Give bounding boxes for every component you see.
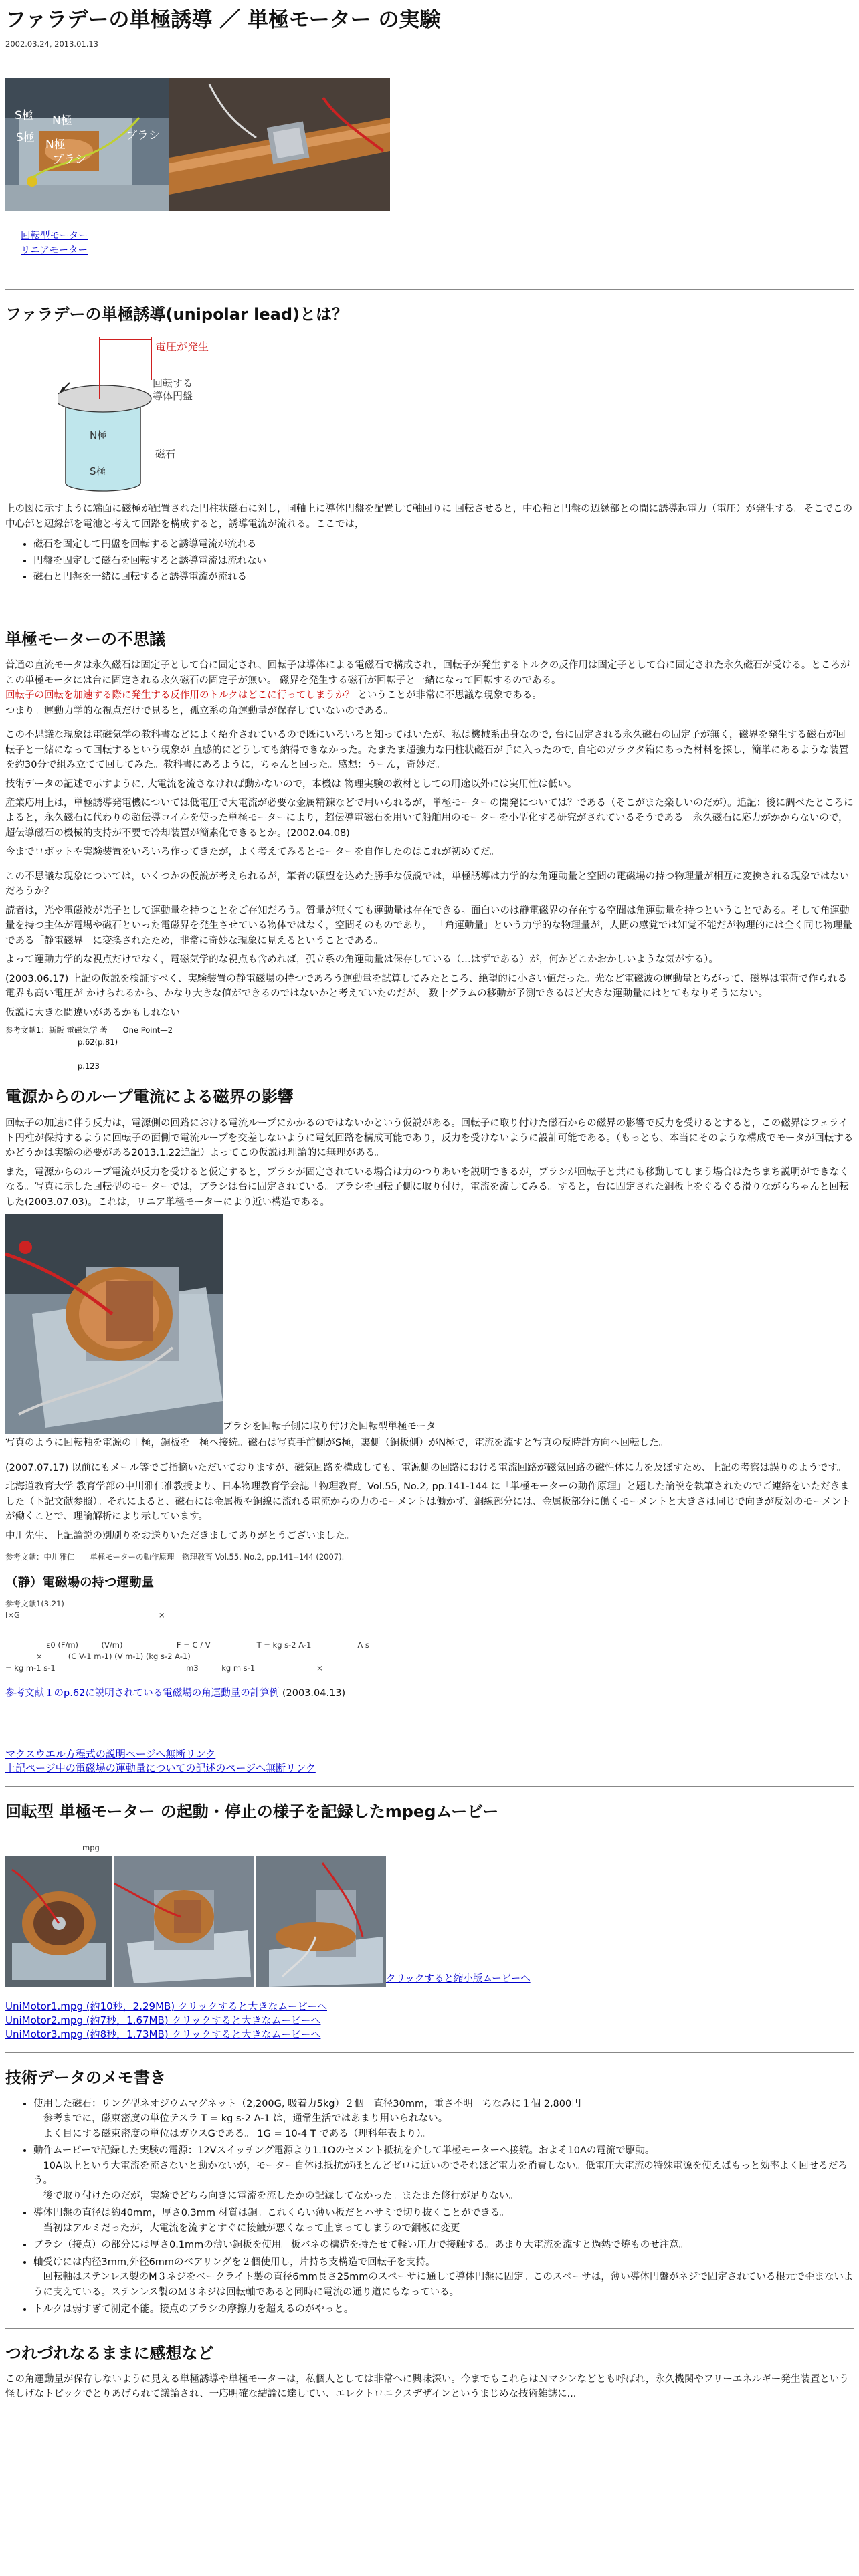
sec3-paragraph: 回転子の加速に伴う反力は，電源側の回路における電流ループにかかるのではないかという仮説がある。回転子に取り付けた磁石からの磁界の影響で反力を受けるとすると，この磁界はフェライト円柱が保持するように回転子の面側で電流ループを交差しないように電気回路を構成可能であり，反力を受けないように設計可能である。（もっとも、本当にそのような構成でモータが回転するかどうかは実験の必要がある2013.1.22追記）よってこの仮説は理論的に無理がある。 [5,1117,854,1159]
movie-thumbnails [5,1856,854,1990]
label-n-pole: N極 [90,429,108,442]
intro-note [5,267,854,278]
divider [5,2328,854,2329]
sec3-paragraph: 中川先生、上記論説の別刷りをお送りいただきましてありがとうございました。 [5,1530,355,1541]
link-angular-momentum-example[interactable]: 参考文献１のp.62に説明されている電磁場の角運動量の計算例 [5,1687,280,1699]
intro-text-line [5,51,854,62]
intro-text-line [5,62,854,74]
sec2-paragraph: 産業応用上は，単極誘導発電機については低電圧で大電流が必要な金属精錬などで用いられるが，単極モーターの開発については？である（そこがまた楽しいのだが）。追記：後に調べたところによると，永久磁石に代わりの超伝導コイルを使った単極モーターにより，超伝導電磁石を用いて船舶用のモーターを小型化する研究がされているそうである。永久磁石に応力がかからないので，超伝導磁石の機械的支持が不要で冷却装置が簡素化できるとか。(2002.04.08) [5,798,854,839]
page-title: ファラデーの単極誘導 ／ 単極モーター の実験 [5,8,441,32]
list-item: • ブラシ（接点）の部分には厚さ0.1mmの薄い銅板を使用。板バネの構造を持たせて軽い圧力で接触する。あまり大電流を流すと過熱で焼ものせ注意。 [33,2238,854,2252]
formula-line: = kg m-1 s-1 m3 kg m s-1 × [5,1663,362,1673]
sec2-title: 単極モーターの不思議 [5,630,166,649]
intro-photos [5,78,854,214]
label-voltage: 電圧が発生 [155,340,209,354]
list-item: • 磁石と円盤を一緒に回転すると誘導電流が流れる [33,570,854,584]
sec2-paragraph: この不思議な現象については，いくつかの仮説が考えられるが，筆者の願望を込めた勝手な仮説では，単極誘導は力学的な角運動量と空間の電磁場の持つ物理量が相互に変換される現象ではないだろうか？ [5,871,850,897]
photo-linear-motor [169,78,390,211]
movie-thumb-2[interactable] [114,1856,254,1987]
photo1-label-s1: S極 [15,109,33,123]
sub-text: I×G × [5,1610,165,1620]
sec3-subtitle: （静）電磁場の持つ運動量 [5,1576,155,1590]
label-s-pole: S極 [90,465,106,478]
intro-caption [5,218,854,229]
photo-brush-on-rotor [5,1214,223,1434]
page-date: 2002.03.24, 2013.01.13 [5,39,98,49]
link-em-momentum[interactable]: 上記ページ中の電磁場の運動量についての記述のページへ無断リンク [5,1762,316,1775]
sec2-references [5,1025,854,1072]
reference-line: p.123 [78,1061,254,1071]
sec4-text [5,1830,854,1842]
list-item: • 円盤を固定して磁石を回転すると誘導電流は流れない [33,554,854,568]
formula-line [5,1675,854,1686]
sec2-paragraph: 読者は，光や電磁波が光子として運動量を持つことをご存知だろう。質量が無くても運動量は存在できる。面白いのは静電磁界の存在する空間は角運動量を持つということである。そして角運動量を持つ主体が電場や磁石といった電磁界を発生させている物体ではなく，空間そのものであり， 「角運動量」という力学的な物理量が，人間の感覚では知覚不能だが物理的には全く同じ物理量である「静電磁界」に変換されたため，非常に奇妙な現象に見えるということである。 [5,905,852,946]
sec3-paragraph: 北海道教育大学 教育学部の中川雅仁准教授より、日本物理教育学会誌「物理教育」Vol.55, No.2, pp.141-144 に「単極モーターの動作原理」と題した論説を執筆されたのでご連絡をいただきました（下記文献参照）。それによると、磁石には金属板や銅線に流れる電流からの力のモーメントは働かず、銅線部分には、金属板部分に働くモーメントと大きさは同じで向きが反対のモーメントが働くことで、理論解析により示しています。 [5,1481,851,1523]
photo-unipolar-motor-front [5,78,169,211]
sub-text [5,1622,854,1633]
reference-line: 参考文献1：新版 電磁気学 著 One Point—2 [5,1025,219,1035]
photo1-label-n2: N極 [45,138,66,152]
reference-line: p.62(p.81) [78,1037,242,1047]
label-disk-line1: 回転する [153,377,193,390]
link-movie-3[interactable]: UniMotor3.mpg (約8秒，1.73MB) クリックすると大きなムービーへ [5,2028,321,2040]
sec1-title: ファラデーの単極誘導(unipolar lead)とは？ [5,305,349,324]
link-rotary-motor[interactable]: 回転型モーター [21,231,88,242]
list-item: • 使用した磁石：リング型ネオジウムマグネット（2,200G, 吸着力5kg）２個 直径30mm，重さ不明 ちなみに１個 2,800円 参考までに，磁束密度の単位テスラ T = kg s-2 A-1 は，通常生活ではあまり用いられない。 よく目にする磁束密度の単位はガウスGである。 1G = 10-4 T である（理科年表より）。 [33,2097,854,2141]
divider [5,2052,854,2053]
sec4-text: mpg [5,1842,200,1852]
photo1-label-n1: N極 [52,114,72,128]
sec3-title: 電源からのループ電流による磁界の影響 [5,1087,294,1107]
sec5-title: 技術データのメモ書き [5,2068,166,2087]
brush-rotor-figure [5,1214,854,1436]
sec6-title: つれづれなるままに感想など [5,2343,214,2363]
ref-link-line [5,1686,854,1701]
label-magnet: 磁石 [155,448,176,461]
list-item: • 軸受けには内径3mm,外径6mmのベアリングを２個使用し，片持ち支構造で回転子を支持。 回転軸はステンレス製のM３ネジをベークライト製の直径6mm長さ25mmのスペーサに通して導体円盤に固定。このスペーサは，薄い導体円盤がネジで固定されている根元で歪まないように支えている。ステンレス製のＭ３ネジは回転軸であると同時に電流の通り道にもなっている。 [33,2255,854,2300]
list-item: • 動作ムービーで記録した実験の電源：12Vスイッチング電源より1.1Ωのセメント抵抗を介して単極モーターへ接続。およそ10Aの電流で駆動。 10A以上という大電流を流さないと動かないが，モーター自体は抵抗がほとんどゼロに近いのでそれほど電力を消費しない。低電圧大電流の特殊電源を使えばもっと効率よく回せるだろう。 後で取り付けたのだが，実験でどちら向きに電流を流したかの記録してなかった。またまた修行が足りない。 [33,2143,854,2204]
brush-rotor-caption: ブラシを回転子側に取り付けた回転型単極モータ [223,1421,436,1432]
link-small-movie[interactable]: クリックすると縮小版ムービーへ [386,1973,531,1985]
list-item: • 磁石を固定して円盤を回転すると誘導電流が流れる [33,537,854,552]
photo1-label-s2: S極 [16,131,35,145]
sec1-paragraph: 上の図に示すように端面に磁極が配置された円柱状磁石に対し，同軸上に導体円盤を配置して軸回りに 回転させると，中心軸と円盤の辺縁部との間に誘導起電力（電圧）が発生する。そこでこの中心部と辺縁部を電池と考えて回路を構成すると，誘導電流が流れる。ここでは， [5,504,853,530]
sec1-note [5,592,854,603]
photo1-label-brush1: ブラシ [126,129,160,143]
sub-text [5,1736,854,1747]
ref-link-date: (2003.04.13) [282,1687,346,1699]
sec3-paragraph: (2007.07.17) 以前にもメール等でご指摘いただいておりますが、磁気回路を構成しても、電源側の回路における電流回路が磁気回路の磁性体に力を及ぼすため、上記の考察は誤りのようです。 [5,1462,846,1473]
intro-link-line [5,244,854,259]
divider [5,1786,854,1787]
list-item: • 導体円盤の直径は約40mm，厚さ0.3mm 材質は銅。これくらい薄い板だとハサミで切り抜くことができる。 当初はアルミだったが，大電流を流すとすぐに接触が悪くなって止まってしまうので銅板に変更 [33,2206,854,2236]
label-disk [153,377,196,402]
link-movie-2[interactable]: UniMotor2.mpg (約7秒，1.67MB) クリックすると大きなムービーへ [5,2014,321,2026]
link-movie-1[interactable]: UniMotor1.mpg (約10秒，2.29MB) クリックすると大きなムービーへ [5,2000,327,2012]
tech-list [5,2097,854,2317]
list-item: • トルクは弱すぎて測定不能。接点のブラシの摩擦力を超えるのがやっと。 [33,2302,854,2317]
sec2-paragraph: (2003.06.17) 上記の仮説を検証すべく、実験装置の静電磁場の持つであろう運動量を試算してみたところ、絶望的に小さい値だった。光など電磁波の運動量とちがって、磁界は電荷で作られる電界も高い電圧が かけられるから、かなり大きな値ができるのではないかと考えていたのだが、 数十グラムの移動が予測できるほど大きな運動量にはとてもなりそうにない。 [5,973,848,1000]
sec2-paragraph: この不思議な現象は電磁気学の教科書などによく紹介されているので既にいろいろと知ってはいたが、私は機械系出身なので, 台に固定される永久磁石の固定子が無く，磁界を発生する磁石が回転子と一緒になって回転するという現象が 直感的にどうしても納得できなかった。たまたま超強力な円柱状磁石が手に入ったので, 自宅のガラクタ箱にあった材料を探し，簡単にあるような装置を約30分で組み立てて回してみた。教科書にあるように，ちゃんと回った。感想：うーん，奇妙だ。 [5,730,849,771]
sec2-p1-red: 回転子の回転を加速する際に発生する反作用のトルクはどこに行ってしまうか？ [5,690,355,702]
sec1-list [5,537,854,584]
sec1-note [5,603,854,615]
sub-text [5,1705,854,1716]
sec2-p1a: 普通の直流モータは永久磁石は固定子として台に固定され、回転子は導体による電磁石で構成され，回転子が発生するトルクの反作用は固定子として台に固定された永久磁石が受ける。ところが この単極モータには台に固定される永久磁石の固定子が無い。 磁界を発生する磁石が回転子と一緒になって回転するのである。 [5,660,850,686]
sub-text: 参考文献1(3.21) [5,1599,280,1609]
sec2-paragraph: よって運動力学的な視点だけでなく，電磁気学的な視点も含めれば，孤立系の角運動量は保存している（…はずである）が，何かどこかおかしいような気がする）。 [5,954,719,966]
sec3-paragraph: また，電源からのループ電流が反力を受けると仮定すると，ブラシが固定されている場合は力のつりあいを説明できるが，ブラシが回転子と共にも移動してしまう場合はたちまち説明ができなくなる。写真に示した回転型のモーターでは，ブラシは台に固定されている。ブラシを回転子側に取り付け，電流を流してみる。すると，台に固定された銅板上をぐるぐる滑りながらちゃんと回転した(2003.07.03)。これは，リニア単極モーターにより近い構造である。 [5,1166,849,1208]
sec3-paragraph: 写真のように回転軸を電源の＋極，銅板を－極へ接続。磁石は写真手前側がS極，裏側（銅板側）がN極で，電流を流すと写真の反時計方向へ回転した。 [5,1438,669,1449]
movie-thumb-1[interactable] [5,1856,112,1987]
intro-link-line [5,229,854,244]
sec2-paragraph [5,658,854,718]
link-maxwell-equations[interactable]: マクスウエル方程式の説明ページへ無断リンク [5,1748,216,1761]
sec2-p1b: ということが非常に不思議な現象である。 [357,690,542,702]
sec4-title: 回転型 単極モーター の起動・停止の様子を記録したmpegムービー [5,1802,499,1822]
sec2-paragraph: 仮説に大きな間違いがあるかもしれない [5,1007,180,1018]
sec3-reference: 参考文献：中川雅仁 単極モーターの動作原理 物理教育 Vol.55, No.2, pp.141--144 (2007). [5,1552,345,1562]
divider [5,289,854,290]
sec2-paragraph: 技術データの記述で示すように, 大電流を流さなければ動かないので，本機は 物理実験の教材としての用途以外には実用性は低い。 [5,778,577,790]
sec6-paragraph: この角運動量が保存しないように見える単極誘導や単極モーターは，私個人としては非常へに興味深い。今までもこれらはＮマシンなどとも呼ばれ，永久機関やフリーエネルギー発生装置という怪しげなトピックでとりあげられて議論され、一応明確な結論に達してい、エレクトロニクスデザインというまじめな技術雑誌に... [5,2373,849,2400]
link-linear-motor[interactable]: リニアモーター [21,245,88,257]
sec3-links [5,1747,854,1776]
formula-line: ε0 (F/m) (V/m) F = C / V T = kg s-2 A-1 A s [5,1640,369,1650]
sec2-paragraph: 今までロボットや実験装置をいろいろ作ってきたが，よく考えてみるとモーターを自作したのはこれが初めてだ。 [5,847,500,858]
movie-links [5,2000,854,2042]
formula-line: × (C V-1 m-1) (V m-1) (kg s-2 A-1) [5,1652,191,1662]
sub-text [5,1717,854,1728]
sec2-p1c: つまり。運動力学的な視点だけで見ると，孤立系の角運動量が保存していないのである。 [5,705,393,716]
reference-line [5,1049,854,1061]
photo1-label-brush2: ブラシ [52,153,86,167]
label-disk-line2: 導体円盤 [153,390,193,403]
movie-thumb-3[interactable] [256,1856,386,1987]
unipolar-diagram [58,333,231,494]
